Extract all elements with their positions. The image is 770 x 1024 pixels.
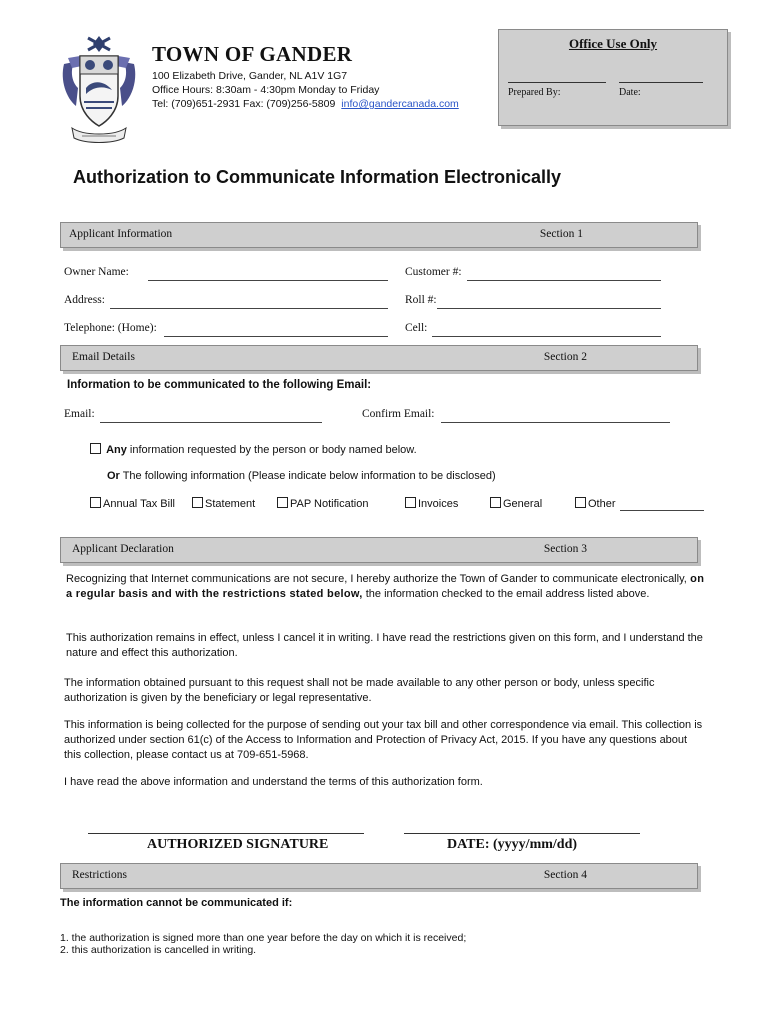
declaration-paragraph-4: This information is being collected for the purpose of sending out your tax bill and other correspondence via email. This collection is authorized under section 61(c) of the Access to Information and Protection of Privacy Act, 2015. If you have any questions about this collection, please contact us at 709-651-5968. (64, 719, 703, 761)
prepared-by-label: Prepared By: (508, 87, 561, 98)
address-label: Address: (64, 294, 105, 306)
declaration-bold-text: on a regular basis and with the restrictions stated below, (66, 573, 705, 600)
restrictions-intro: The information cannot be communicated if: (60, 897, 293, 909)
declaration-paragraph-5: I have read the above information and understand the terms of this authorization form. (64, 776, 483, 788)
phone-fax: Tel: (709)651-2931 Fax: (709)256-5809 (152, 98, 336, 110)
section3-number: Section 3 (543, 543, 587, 555)
any-info-option[interactable] (90, 443, 417, 456)
telephone-field[interactable] (164, 326, 388, 337)
declaration-text-end: the information checked to the email address listed above. (362, 588, 650, 600)
statement-label: Statement (205, 498, 256, 510)
invoices-checkbox[interactable] (405, 497, 416, 508)
option-statement[interactable] (192, 497, 255, 510)
date-line[interactable] (619, 82, 703, 83)
customer-no-label: Customer #: (405, 266, 462, 278)
office-hours: Office Hours: 8:30am - 4:30pm Monday to Friday (152, 84, 380, 96)
or-info-text (107, 470, 496, 482)
office-use-box (498, 29, 728, 126)
invoices-label: Invoices (418, 498, 459, 510)
general-checkbox[interactable] (490, 497, 501, 508)
or-bold: Or (107, 470, 120, 482)
contact-line (152, 97, 459, 111)
section1-number: Section 1 (539, 228, 583, 240)
town-crest-logo (58, 32, 140, 144)
declaration-paragraph-1 (66, 572, 706, 602)
section2-number: Section 2 (543, 351, 587, 363)
option-general[interactable] (490, 497, 542, 510)
date-signed-line[interactable] (404, 833, 640, 834)
option-annual-tax-bill[interactable] (90, 497, 175, 510)
customer-no-field[interactable] (467, 270, 661, 281)
restriction-item-1: 1. the authorization is signed more than one year before the day on which it is received; (60, 932, 467, 944)
any-bold: Any (106, 444, 127, 456)
annual-tax-bill-checkbox[interactable] (90, 497, 101, 508)
pap-notification-label: PAP Notification (290, 498, 369, 510)
option-pap-notification[interactable] (277, 497, 368, 510)
owner-name-label: Owner Name: (64, 266, 129, 278)
date-label: Date: (619, 87, 641, 98)
signature-line[interactable] (88, 833, 364, 834)
prepared-by-line[interactable] (508, 82, 606, 83)
cell-field[interactable] (432, 326, 661, 337)
signature-caption: AUTHORIZED SIGNATURE (147, 837, 329, 852)
section3-header (60, 537, 698, 563)
address-field[interactable] (110, 298, 388, 309)
restriction-item-2: 2. this authorization is cancelled in writing. (60, 944, 257, 956)
annual-tax-bill-label: Annual Tax Bill (103, 498, 175, 510)
other-specify-field[interactable] (620, 500, 704, 511)
roll-no-field[interactable] (437, 298, 661, 309)
roll-no-label: Roll #: (405, 294, 437, 306)
town-address: 100 Elizabeth Drive, Gander, NL A1V 1G7 (152, 70, 348, 82)
section1-label: Applicant Information (69, 228, 173, 240)
declaration-paragraph-3: The information obtained pursuant to this request shall not be made available to any other person or body, unless specific authorization is given by the beneficiary or legal representative. (64, 677, 655, 704)
telephone-label: Telephone: (Home): (64, 322, 157, 334)
or-text: The following information (Please indicate below information to be disclosed) (119, 470, 496, 482)
email-label: Email: (64, 408, 95, 420)
confirm-email-field[interactable] (441, 412, 670, 423)
pap-notification-checkbox[interactable] (277, 497, 288, 508)
section3-label: Applicant Declaration (72, 543, 174, 555)
section4-header (60, 863, 698, 889)
other-checkbox[interactable] (575, 497, 586, 508)
section2-header (60, 345, 698, 371)
declaration-text: Recognizing that Internet communications are not secure, I hereby authorize the Town of Gander to communicate electronically, (66, 573, 687, 585)
section4-label: Restrictions (72, 869, 127, 881)
declaration-paragraph-2: This authorization remains in effect, unless I cancel it in writing. I have read the restrictions given on this form, and I understand the nature and effect this authorization. (66, 632, 703, 659)
confirm-email-label: Confirm Email: (362, 408, 435, 420)
option-invoices[interactable] (405, 497, 458, 510)
general-label: General (503, 498, 543, 510)
owner-name-field[interactable] (148, 270, 388, 281)
option-other[interactable] (575, 497, 616, 510)
any-text: information requested by the person or body named below. (126, 444, 417, 456)
section2-label: Email Details (72, 351, 135, 363)
date-caption: DATE: (yyyy/mm/dd) (447, 837, 578, 852)
other-label: Other (588, 498, 616, 510)
cell-label: Cell: (405, 322, 428, 334)
office-use-title: Office Use Only (568, 36, 658, 51)
section1-header (60, 222, 698, 248)
any-info-checkbox[interactable] (90, 443, 101, 454)
email-link[interactable]: info@gandercanada.com (341, 98, 459, 110)
section4-number: Section 4 (543, 869, 587, 881)
town-name-heading: TOWN OF GANDER (152, 42, 353, 66)
email-field[interactable] (100, 412, 322, 423)
statement-checkbox[interactable] (192, 497, 203, 508)
form-title: Authorization to Communicate Information Electronically (73, 167, 562, 187)
email-intro: Information to be communicated to the following Email: (67, 379, 372, 391)
